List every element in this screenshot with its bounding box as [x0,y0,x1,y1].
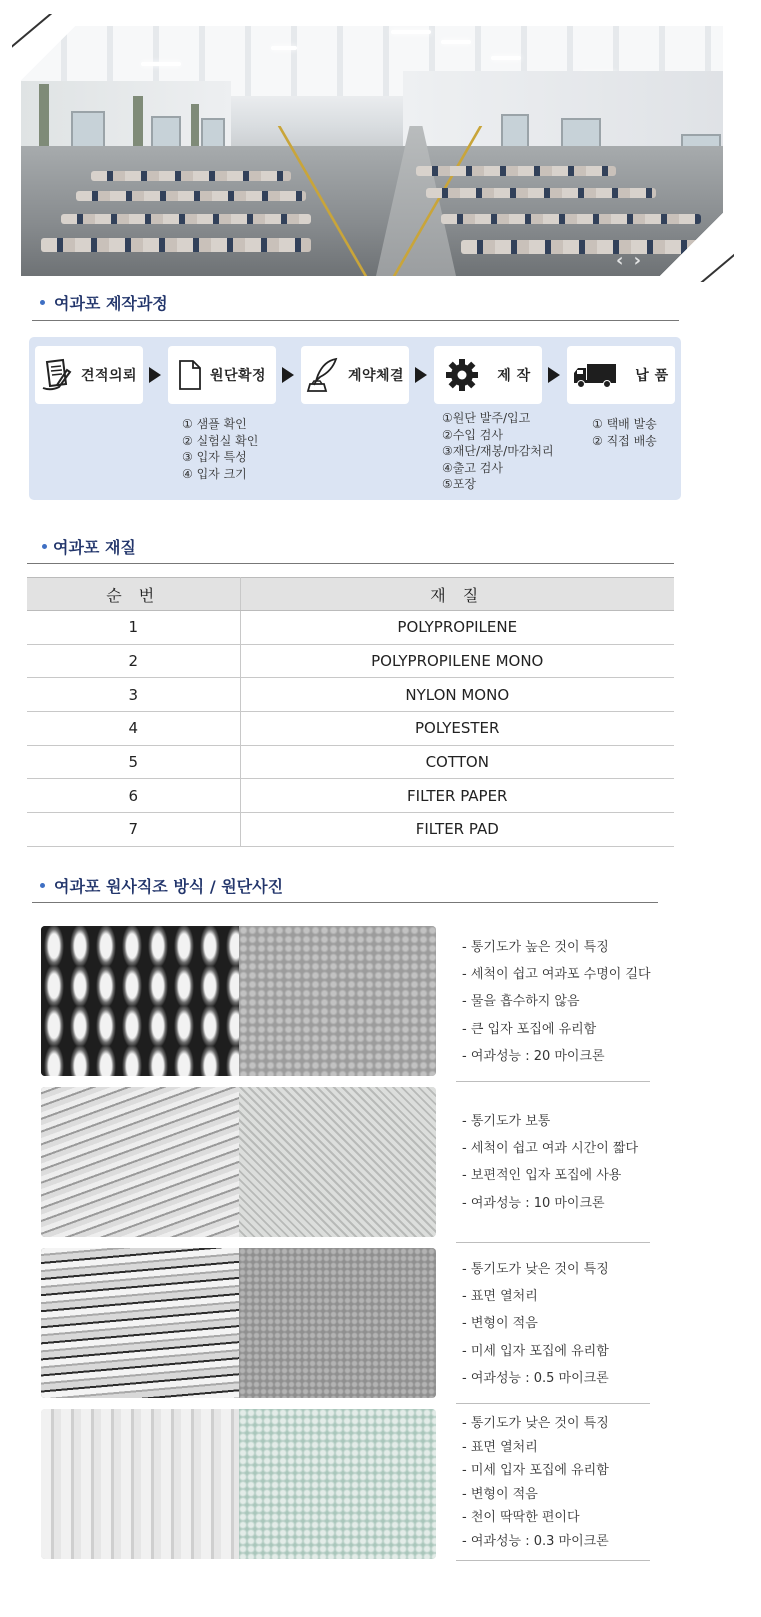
row-number: 4 [27,712,240,746]
hero-factory-photo [12,14,734,282]
column-header-material: 재 질 [240,578,674,611]
fabric-photo-1 [41,926,436,1076]
table-row [27,644,674,678]
fabric-photo-3 [41,1248,436,1398]
list-item: ② 직접 배송 [592,433,657,448]
column-header-number: 순 번 [27,578,240,611]
spec-item: - 통기도가 높은 것이 특징 [462,940,609,955]
spec-item: - 세척이 쉽고 여과 시간이 짧다 [462,1141,639,1157]
list-item: ④ 입자 크기 [182,466,247,481]
document-writing-icon [41,358,73,392]
row-number: 2 [27,644,240,678]
step-fabric-confirm [168,346,276,404]
spec-item: - 미세 입자 포집에 유리함 [462,1463,609,1479]
row-number: 3 [27,678,240,712]
spec-item: - 큰 입자 포집에 유리함 [462,1021,597,1037]
step-label: 제 작 [497,368,531,384]
row-material: POLYESTER [240,712,674,746]
table-row [27,779,674,813]
spec-item: - 여과성능 : 0.5 마이크론 [462,1370,609,1386]
spec-item: - 통기도가 낮은 것이 특징 [462,1416,609,1431]
fabric-specs-3 [462,1256,609,1392]
spec-item: - 보편적인 입자 포집에 사용 [462,1168,622,1184]
weave-section-title: 여과포 원사직조 방식 / 원단사진 [40,874,283,897]
fiber-micrograph [41,1087,239,1237]
list-item: ⑤포장 [442,477,476,491]
list-item: ③ 입자 특성 [182,450,247,464]
spec-item: - 표면 열처리 [462,1439,538,1455]
spec-item: - 천이 딱딱한 편이다 [462,1510,580,1526]
list-item: ① 택배 발송 [592,417,657,431]
fabric-closeup [239,1087,436,1237]
fabric-specs-1 [462,934,651,1070]
fabric-closeup [239,1409,436,1559]
table-row [27,712,674,746]
gear-icon [445,358,479,392]
process-panel [29,337,681,500]
spec-item: - 여과성능 : 20 마이크론 [462,1048,605,1064]
spec-item: - 물을 흡수하지 않음 [462,994,580,1010]
fabric-closeup [239,926,436,1076]
fabric-specs-2 [462,1108,638,1217]
table-row [27,678,674,712]
spec-item: - 변형이 적음 [462,1486,538,1502]
list-item: ② 실험실 확인 [182,433,259,448]
process-section-title: 여과포 제작과정 [40,291,168,314]
table-row [27,611,674,645]
step-delivery [567,346,675,404]
delivery-list [592,416,657,449]
spec-item: - 변형이 적음 [462,1316,538,1332]
row-material: FILTER PAPER [240,779,674,813]
step-label: 원단확정 [209,368,267,384]
step-production [434,346,542,404]
factory-photo [21,26,723,276]
slider-arrows[interactable]: ‹ › [616,250,644,271]
row-number: 7 [27,813,240,847]
bullet-icon [42,544,47,549]
row-material: POLYPROPILENE MONO [240,644,674,678]
production-list [442,410,554,493]
bullet-icon [40,883,45,888]
list-item: ① 샘플 확인 [182,417,247,431]
spec-item: - 여과성능 : 0.3 마이크론 [462,1533,609,1549]
fabric-photo-2 [41,1087,436,1237]
table-row [27,745,674,779]
row-material: NYLON MONO [240,678,674,712]
arrow-right-icon [415,367,427,383]
list-item: ③재단/재봉/마감처리 [442,444,554,458]
bullet-icon [40,300,45,305]
delivery-truck-icon [573,362,617,388]
spec-item: - 여과성능 : 10 마이크론 [462,1195,605,1211]
list-item: ④출고 검사 [442,460,503,475]
fabric-specs-4 [462,1412,609,1554]
blank-document-icon [178,359,202,391]
materials-section-title: 여과포 재질 [42,535,136,558]
fabric-closeup [239,1248,436,1398]
row-material: FILTER PAD [240,813,674,847]
spec-item: - 통기도가 낮은 것이 특징 [462,1262,609,1277]
spec-item: - 표면 열처리 [462,1289,538,1305]
spec-item: - 세척이 쉽고 여과포 수명이 길다 [462,967,651,983]
table-row [27,813,674,847]
fabric-photo-4 [41,1409,436,1559]
row-number: 1 [27,611,240,645]
table-header-row [27,578,674,611]
row-material: POLYPROPILENE [240,611,674,645]
spec-item: - 통기도가 보통 [462,1114,551,1129]
row-number: 5 [27,745,240,779]
arrow-right-icon [282,367,294,383]
step-label: 납 품 [635,368,669,384]
quill-ink-icon [306,357,340,393]
arrow-right-icon [548,367,560,383]
step-label: 계약체결 [347,368,405,384]
fiber-micrograph [41,1409,239,1559]
materials-table [27,577,674,847]
list-item: ①원단 발주/입고 [442,411,531,425]
step-contract [301,346,409,404]
fiber-micrograph [41,926,239,1076]
step-quote-request [35,346,143,404]
fiber-micrograph [41,1248,239,1398]
row-number: 6 [27,779,240,813]
spec-item: - 미세 입자 포집에 유리함 [462,1343,609,1359]
arrow-right-icon [149,367,161,383]
fabric-confirm-list [182,416,258,482]
step-label: 견적의뢰 [80,368,138,384]
list-item: ②수입 검사 [442,427,503,442]
row-material: COTTON [240,745,674,779]
